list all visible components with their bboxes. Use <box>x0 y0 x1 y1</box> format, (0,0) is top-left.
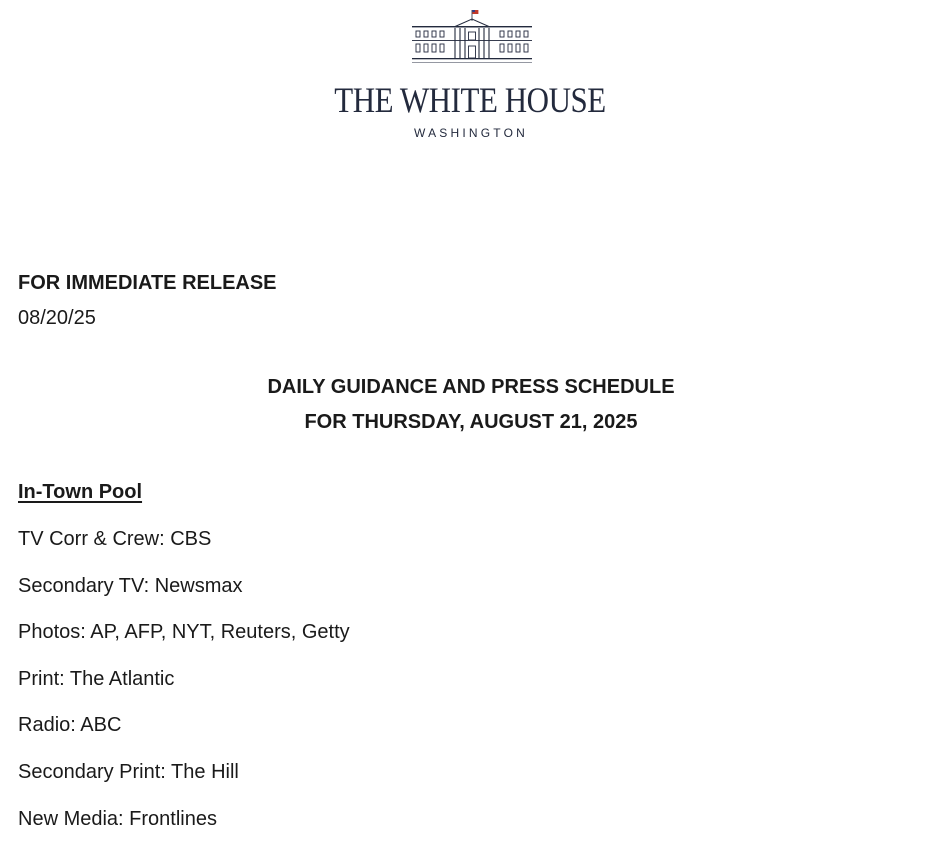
document-heading-line2: FOR THURSDAY, AUGUST 21, 2025 <box>304 411 638 433</box>
pool-list <box>18 527 350 853</box>
document-heading-line1: DAILY GUIDANCE AND PRESS SCHEDULE <box>267 376 675 398</box>
pool-item-print: Print: The Atlantic <box>18 667 175 690</box>
washington-subtitle: WASHINGTON <box>413 126 528 140</box>
letterhead <box>0 0 936 150</box>
release-label: FOR IMMEDIATE RELEASE <box>18 272 277 294</box>
pool-item-radio: Radio: ABC <box>18 714 122 737</box>
pool-section-title: In-Town Pool <box>18 481 143 503</box>
white-house-building-icon <box>410 8 534 66</box>
white-house-wordmark: THE WHITE HOUSE <box>334 80 606 120</box>
pool-item-secondary-print: Secondary Print: The Hill <box>18 760 239 783</box>
pool-item-new-media: New Media: Frontlines <box>18 807 217 830</box>
pool-item-secondary-tv: Secondary TV: Newsmax <box>18 574 243 597</box>
release-date: 08/20/25 <box>18 307 96 329</box>
pool-item-tv: TV Corr & Crew: CBS <box>18 528 212 550</box>
pool-item-photos: Photos: AP, AFP, NYT, Reuters, Getty <box>18 621 350 644</box>
